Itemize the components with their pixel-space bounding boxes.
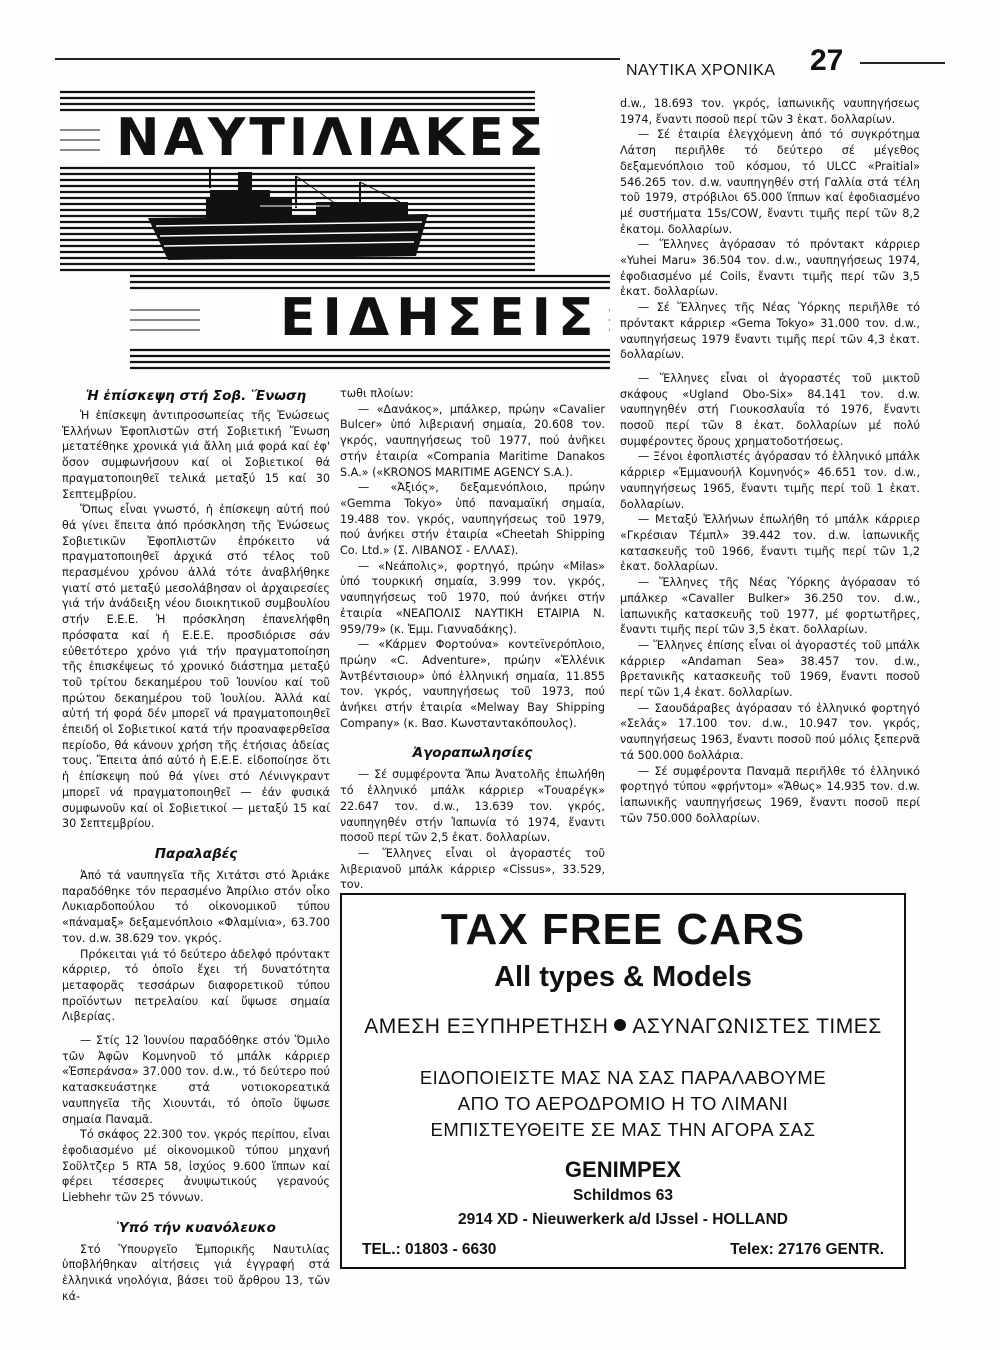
section-heading-greek-flag: Ὑπό τήν κυανόλευκο [116, 1219, 276, 1236]
ad-prices-text: ΑΣΥΝΑΓΩΝΙΣΤΕΣ ΤΙΜΕΣ [632, 1015, 882, 1038]
ad-title: TAX FREE CARS [440, 905, 806, 954]
paragraph: — Μεταξύ Ἑλλήνων ἐπωλήθη τό μπάλκ κάρριερ «Γκρέσιαν Τέμπλ» 39.442 τον. d.w. ἰαπωνικῆς κατασκευῆς τοῦ 1966, ἔναντι τιμῆς περί τῶν 1,2 ἑκατ. δολλαρίων. [620, 513, 920, 574]
paragraph: — Σέ συμφέροντα Ἄπω Ἀνατολῆς ἐπωλήθη τό ἑλληνικό μπάλκ κάρριερ «Τουαρέγκ» 22.647 τον. d.w., 13.639 τον. γκρός, ναυπηγηθέν στήν Ἰαπωνία τό 1974, ἔναντι ποσοῦ περί τῶν 2,5 ἑκατ. δολλαρίων. [340, 768, 605, 845]
paragraph: Στό Ὑπουργεῖο Ἐμπορικῆς Ναυτιλίας ὑποβλήθηκαν αἰτήσεις γιά ἐγγραφή στά ἑλληνικά νηολόγια, βάσει τοῦ ἄρθρου 13, τῶν κά- [62, 1242, 330, 1303]
paragraph: — «Δανάκος», μπάλκερ, πρώην «Cavalier Bulcer» ὑπό λιβεριανή σημαία, 20.608 τον. γκρός, ναυπηγήσεως τοῦ 1977, πού ἀνῆκει στήν ἐταιρία «Compania Maritime Danakos S.A.» («KRONOS MARITIME AGENCY S.A.). [340, 402, 605, 479]
paragraph: Ἡ ἐπίσκεψη ἀντιπροσωπείας τῆς Ἑνώσεως Ἑλλήνων Ἐφοπλιστῶν στή Σοβιετική Ἕνωση μετατέθηκε χρονικά γιά ἄλλη μιά φορά καί ἐφ' ὅσον συμφωνήσουν καί οἱ Σοβιετικοί θά πραγματοποιηθεῖ τελικά μεταξύ 15 καί 30 Σεπτεμβρίου. [62, 409, 330, 501]
section-heading-deliveries: Παραλαβές [154, 845, 238, 862]
paragraph: — Ἕλληνες εἶναι οἱ ἀγοραστές τοῦ μικτοῦ σκάφους «Ugland Obo-Six» 84.141 τον. d.w. ναυπηγηθέν στή Γιουκοσλαυΐα τό 1976, ἔναντι ποσοῦ περί τῶν 8 ἑκατ. δολλαρίων μέ πολύ συμφέροντες ὅρους χρηματοδοτήσεως. [620, 371, 920, 448]
ad-notify-line: ΕΙΔΟΠΟΙΕΙΣΤΕ ΜΑΣ ΝΑ ΣΑΣ ΠΑΡΑΛΑΒΟΥΜΕ [419, 1067, 827, 1088]
ad-service-line [342, 1015, 904, 1039]
ad-company-name: GENIMPEX [564, 1157, 682, 1182]
ad-telephone: TEL.: 01803 - 6630 [362, 1241, 497, 1258]
paragraph: τωθι πλοίων: [340, 387, 414, 400]
paragraph: Ὅπως εἶναι γνωστό, ἡ ἐπίσκεψη αὐτή πού θά γίνει ἔπειτα ἀπό πρόσκληση τῆς Ἑνώσεως Σοβιετικῶν Ἐφοπλιστῶν ἐπρόκειτο νά πραγματοποιηθεῖ ἀρχικά στό τέλος τοῦ περασμένου χρόνου ἀλλά τότε ἀναβλήθηκε γιατί στό μεταξύ μεσολάβησαν οἱ ἀρχαιρεσίες γιά τήν ἀνάδειξη νέου διοικητικοῦ συμβουλίου στήν Ε.Ε.Ε. Ἡ πρόσκληση ἐπανελήφθη πρόσφατα καί ἡ Ε.Ε.Ε. προσδιόρισε σάν εὐθετότερο χρόνο γιά τήν πραγματοποίηση τῆς ἐπισκέψεως τό χρονικό διάστημα μεταξύ τοῦ τρίτου δεκαημέρου τοῦ Ἰουνίου καί τοῦ πρώτου δεκαημέρου τοῦ Ἰουλίου. Ἀλλά καί αὐτή τή φορά δέν μπορεῖ νά πραγματοποιηθεῖ ἐπειδή οἱ Σοβιετικοί κατά τήν προαναφερθεῖσα περίοδο, θά κάνουν χρήση τῆς ἐτήσιας ἀδείας τους. Ἔπειτα ἀπό αὐτό ἡ Ε.Ε.Ε. εἰδοποίησε ὅτι ἡ ἐπίσκεψη πού θά γίνει στό Λένινγκραντ μπορεῖ νά πραγματοποιηθεῖ — ἐάν φυσικά συμφωνοῦν καί οἱ Σοβιετικοί — μεταξύ 15 καί 30 Σεπτεμβρίου. [62, 503, 330, 831]
cargo-ship-icon [148, 168, 428, 260]
bullet-dot-icon [614, 1019, 626, 1031]
ad-telex: Telex: 27176 GENTR. [730, 1241, 884, 1258]
paragraph: Τό σκάφος 22.300 τον. γκρός περίπου, εἶναι ἐφοδιασμένο μέ οἰκονομικοῦ τύπου μηχανή Σοῦλτζερ 5 RTA 58, ἰσχύος 9.600 ἵππων καί φέρει τέσσερες ἀνυψωτικούς γερανούς Liebhehr τῶν 25 τόννων. [62, 1128, 330, 1205]
paragraph: Ἀπό τά ναυπηγεῖα τῆς Χιτάτσι στό Ἀριάκε παραδόθηκε τόν περασμένο Ἀπρίλιο στόν οἶκο Λυκιαρδοπούλου τό οἰκονομικοῦ τύπου «πάναμαξ» δεξαμενόπλοιο «Φλαμίνια», 63.700 τον. d.w. 38.629 τον. γκρός. [62, 868, 330, 945]
page-number: 27 [810, 44, 844, 77]
article-column-1 [62, 386, 330, 1305]
paragraph: — «Κάρμεν Φορτούνα» κοντεϊνερόπλοιο, πρώην «C. Adventure», πρώην «Ἑλλένικ Ἀντβέντσιουρ» ὑπό ἑλληνική σημαία, 11.855 τον. γκρός, ναυπηγήσεως τοῦ 1973, πού ἀνήκει στήν ἐταιρία «Melway Bay Shipping Company» (κ. Βασ. Κωνσταντακόπουλος). [340, 638, 605, 730]
paragraph: — «Νεάπολις», φορτηγό, πρώην «Milas» ὑπό τουρκική σημαία, 3.999 τον. γκρός, ναυπηγήσεως τοῦ 1970, πού ἀνήκει στήν ἐταιρία «ΝΕΑΠΟΛΙΣ ΝΑΥΤΙΚΗ ΕΤΑΙΡΙΑ Ν. 959/79» (κ. Ἐμμ. Γιανναδάκης). [340, 559, 605, 636]
paragraph: d.w., 18.693 τον. γκρός, ἰαπωνικῆς ναυπηγήσεως 1974, ἔναντι ποσοῦ περί τῶν 3 ἑκατ. δολλαρίων. [620, 97, 920, 126]
paragraph: — Σέ ἐταιρία ἐλεγχόμενη ἀπό τό συγκρότημα Λάτση περιῆλθε τό δεύτερο σέ μέγεθος δεξαμενόπλοιο τοῦ κόσμου, τό ULCC «Praitial» 546.265 τον. d.w. ναυπηγηθέν στή Γαλλία στά τέλη τοῦ 1979, στρόβιλοι 65.000 ἵππων καί ἐφοδιασμένο μέ συστήματα 15s/COW, ἔναντι τιμῆς περί τῶν 8,2 ἑκατομ. δολλαρίων. [620, 128, 920, 236]
section-masthead [60, 80, 620, 380]
paragraph: — Ἕλληνες ἀγόρασαν τό πρόντακτ κάρριερ «Yuhei Maru» 36.504 τον. d.w., ναυπηγήσεως 1974, ἐφοδιασμένο μέ Coils, ἔναντι τιμῆς περί τῶν 3,5 ἑκατ. δολλαρίων. [620, 238, 920, 299]
ad-city-address: 2914 XD - Nieuwerkerk a/d IJssel - HOLLAND [458, 1211, 788, 1228]
paragraph: — «Ἀξιός», δεξαμενόπλοιο, πρώην «Gemma Tokyo» ὑπό παναμαϊκή σημαία, 19.488 τον. γκρός, ναυπηγήσεως τοῦ 1979, πού ἀνήκει στήν ἐταιρία «Cheetah Shipping Co. Ltd.» (Σ. ΛΙΒΑΝΟΣ - ΕΛΛΑΣ). [340, 481, 605, 558]
paragraph: — Σαουδάραβες ἀγόρασαν τό ἑλληνικό φορτηγό «Σελάς» 17.100 τον. d.w., 10.947 τον. γκρός, ναυπηγήσεως 1963, ἔναντι ποσοῦ πού μόλις ξεπερνᾶ τά 500.000 δολλάρια. [620, 701, 920, 762]
paragraph: — Ἕλληνες εἶναι οἱ ἀγοραστές τοῦ λιβεριανοῦ μπάλκ κάρριερ «Cissus», 33.529, τον. [340, 846, 605, 892]
masthead-title-bottom: ΕΙΔΗΣΕΙΣ [272, 292, 609, 344]
header-rule-left [55, 58, 620, 60]
section-heading-soviet-visit: Ἡ ἐπίσκεψη στή Σοβ. Ἕνωση [85, 388, 307, 404]
tax-free-cars-advertisement [340, 893, 906, 1269]
article-column-3 [620, 96, 920, 826]
header-rule-right [860, 62, 945, 64]
ad-pickup-line: ΑΠΟ ΤΟ ΑΕΡΟΔΡΟΜΙΟ Η ΤΟ ΛΙΜΑΝΙ [457, 1093, 789, 1114]
ad-service-text: ΑΜΕΣΗ ΕΞΥΠΗΡΕΤΗΣΗ [364, 1015, 609, 1038]
paragraph: — Ἕλληνες ἐπίσης εἶναι οἱ ἀγοραστές τοῦ μπάλκ κάρριερ «Andaman Sea» 38.457 τον. d.w., βρετανικῆς κατασκευῆς τοῦ 1969, ἔναντι ποσοῦ περί τῶν 1,4 ἑκατ. δολλαρίων. [620, 638, 920, 700]
ad-subtitle: All types & Models [494, 961, 752, 993]
paragraph: Πρόκειται γιά τό δεύτερο ἀδελφό πρόντακτ κάρριερ, τό ὁποῖο ἔχει τή δυνατότητα μεταφορᾶς τεσσάρων διαφορετικοῦ τύπου προϊόντων πετρελαίου καί ὕψωσε σημαία Λιβερίας. [62, 947, 330, 1024]
article-column-2 [340, 386, 605, 893]
paragraph: — Σέ συμφέροντα Παναμᾶ περιῆλθε τό ἑλληνικό φορτηγό τύπου «φρήντομ» «Ἄθως» 14.935 τον. d.w. ἰαπωνικῆς ναυπηγήσεως 1969, ἔναντι ποσοῦ περί τῶν 750.000 δολλαρίων. [620, 764, 920, 825]
masthead-title-top: ΝΑΥΤΙΛΙΑΚΕΣ [108, 112, 555, 164]
paragraph: — Ἕλληνες τῆς Νέας Ὑόρκης ἀγόρασαν τό μπάλκερ «Cavaller Bulker» 36.250 τον. d.w., ἰαπωνικῆς κατασκευῆς τοῦ 1977, μέ φορτωτῆρες, ἔναντι τιμῆς περί τῶν 3,5 ἑκατ. δολλαρίων. [620, 576, 920, 637]
ad-trust-line: ΕΜΠΙΣΤΕΥΘΕΙΤΕ ΣΕ ΜΑΣ ΤΗΝ ΑΓΟΡΑ ΣΑΣ [430, 1119, 816, 1140]
publication-name: ΝΑΥΤΙΚΑ ΧΡΟΝΙΚΑ [626, 62, 776, 79]
paragraph: — Σέ Ἕλληνες τῆς Νέας Ὑόρκης περιῆλθε τό πρόντακτ κάρριερ «Gema Tokyo» 31.000 τον. d.w., ναυπηγήσεως 1979 ἔναντι τιμῆς περί τῶν 4,3 ἑκατ. δολλαρίων. [620, 301, 920, 362]
paragraph: — Ξένοι ἐφοπλιστές ἀγόρασαν τό ἑλληνικό μπάλκ κάρριερ «Ἐμμανουήλ Κομνηνός» 46.651 τον. d.w., ναυπηγήσεως 1965, ἔναντι τιμῆς περί τοῦ 1 ἑκατ. δολλαρίων. [620, 450, 920, 511]
ad-street-address: Schildmos 63 [573, 1187, 673, 1204]
paragraph: — Στίς 12 Ἰουνίου παραδόθηκε στόν Ὅμιλο τῶν Ἀφῶν Κομνηνοῦ τό μπάλκ κάρριερ «Ἐσπεράνσα» 37.000 τον. d.w., τό δεύτερο πού κατασκευάστηκε στά νοτιοκορεατικά ναυπηγεῖα τῆς Χιουντάι, τό ὁποῖο ὕψωσε σημαία Παναμᾶ. [62, 1034, 330, 1126]
section-heading-sales: Ἀγοραπωλησίες [412, 745, 533, 762]
